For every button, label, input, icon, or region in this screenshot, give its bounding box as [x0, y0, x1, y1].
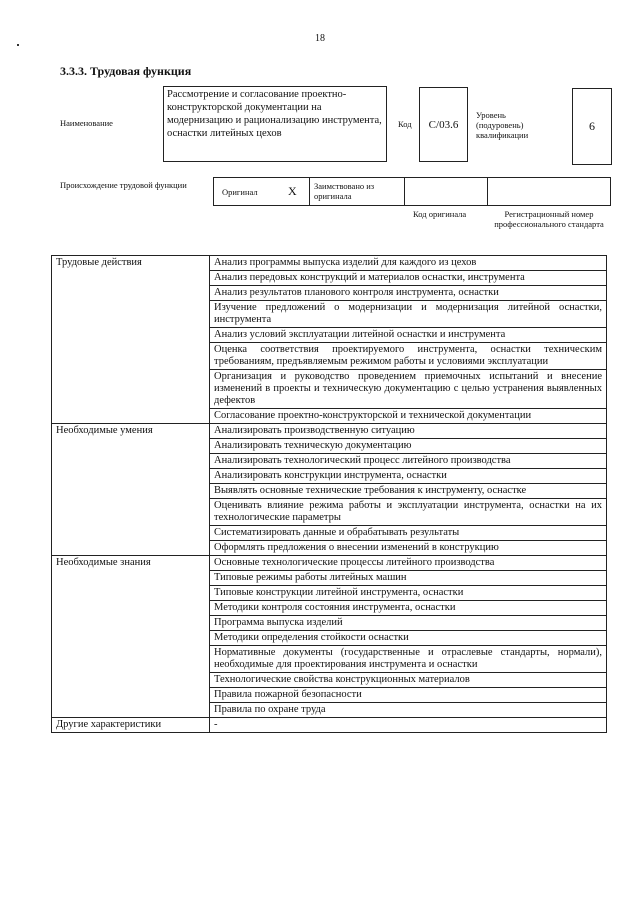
function-name-box: Рассмотрение и согласование проектно-конструкторской документации на модернизацию и рационализацию инструмента, оснастки литейных цехов: [163, 86, 387, 162]
knowledge-item: Типовые режимы работы литейных машин: [210, 571, 607, 586]
original-label: Оригинал: [222, 186, 258, 197]
skill-item: Выявлять основные технические требования к инструменту, оснастке: [210, 484, 607, 499]
skill-item: Систематизировать данные и обрабатывать результаты: [210, 526, 607, 541]
function-details-table: [51, 255, 607, 733]
origin-divider: [309, 178, 310, 205]
table-row: [52, 718, 607, 733]
scan-speck: [17, 44, 19, 46]
knowledge-item: Методики контроля состояния инструмента, оснастки: [210, 601, 607, 616]
origin-table: [213, 177, 611, 206]
code-label: Код: [398, 119, 412, 129]
skill-item: Анализировать производственную ситуацию: [210, 424, 607, 439]
row-group-label: Другие характеристики: [52, 718, 210, 733]
action-item: Анализ результатов планового контроля инструмента, оснастки: [210, 286, 607, 301]
table-row: [52, 556, 607, 571]
action-item: Изучение предложений о модернизации и модернизация литейной оснастки, инструмента: [210, 301, 607, 328]
action-item: Оценка соответствия проектируемого инструмента, оснастки техническим требованиям, предъявляемым режимом работы и условиями эксплуатации: [210, 343, 607, 370]
skill-item: Оформлять предложения о внесении изменений в конструкцию: [210, 541, 607, 556]
row-group-label: Трудовые действия: [52, 256, 210, 424]
action-item: Анализ передовых конструкций и материалов оснастки, инструмента: [210, 271, 607, 286]
knowledge-item: Типовые конструкции литейной инструмента, оснастки: [210, 586, 607, 601]
skill-item: Анализировать техническую документацию: [210, 439, 607, 454]
row-group-label: Необходимые знания: [52, 556, 210, 718]
knowledge-item: Правила по охране труда: [210, 703, 607, 718]
table-row: [52, 256, 607, 271]
page-number: 18: [315, 33, 325, 44]
row-group-label: Необходимые умения: [52, 424, 210, 556]
other-characteristics-value: -: [210, 718, 607, 733]
original-code-caption: Код оригинала: [413, 209, 467, 219]
knowledge-item: Методики определения стойкости оснастки: [210, 631, 607, 646]
registration-caption: Регистрационный номер профессионального стандарта: [494, 209, 604, 229]
knowledge-item: Основные технологические процессы литейного производства: [210, 556, 607, 571]
table-row: [52, 424, 607, 439]
skill-item: Анализировать конструкции инструмента, оснастки: [210, 469, 607, 484]
level-label: Уровень (подуровень) квалификации: [476, 110, 529, 140]
action-item: Анализ условий эксплуатации литейной оснастки и инструмента: [210, 328, 607, 343]
code-value-box: C/03.6: [419, 87, 468, 162]
skill-item: Анализировать технологический процесс литейного производства: [210, 454, 607, 469]
skill-item: Оценивать влияние режима работы и эксплуатации инструмента, оснастки на их технологические параметры: [210, 499, 607, 526]
action-item: Анализ программы выпуска изделий для каждого из цехов: [210, 256, 607, 271]
level-value-box: 6: [572, 88, 612, 165]
name-label: Наименование: [60, 118, 113, 128]
knowledge-item: Нормативные документы (государственные и отраслевые стандарты, нормали), необходимые для проектирования инструмента и оснастки: [210, 646, 607, 673]
origin-divider: [404, 178, 405, 205]
action-item: Организация и руководство проведением приемочных испытаний и внесение изменений в проекты и техническую документацию с целью устранения выявленных дефектов: [210, 370, 607, 409]
knowledge-item: Правила пожарной безопасности: [210, 688, 607, 703]
origin-label: Происхождение трудовой функции: [60, 180, 187, 190]
original-mark: X: [288, 184, 297, 198]
knowledge-item: Технологические свойства конструкционных материалов: [210, 673, 607, 688]
action-item: Согласование проектно-конструкторской и технической документации: [210, 409, 607, 424]
origin-divider: [487, 178, 488, 205]
knowledge-item: Программа выпуска изделий: [210, 616, 607, 631]
borrowed-label: Заимствовано из оригинала: [314, 181, 375, 201]
section-title: 3.3.3. Трудовая функция: [60, 64, 192, 78]
